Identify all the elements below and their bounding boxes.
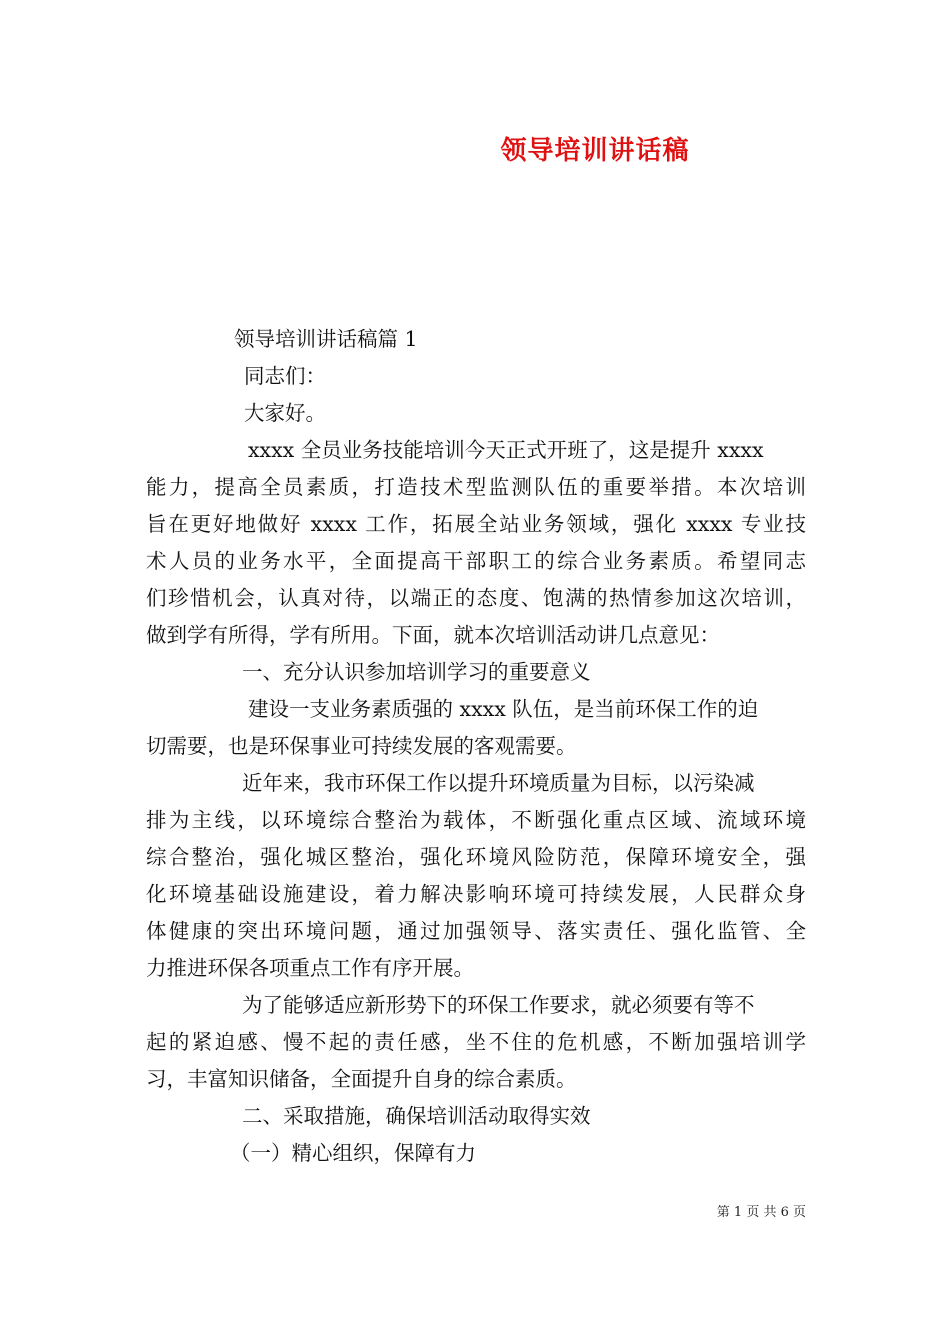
paragraph-2-line: 建设一支业务素质强的 xxxx 队伍，是当前环保工作的迫 bbox=[248, 697, 759, 721]
paragraph-1-line: 做到学有所得，学有所用。下面，就本次培训活动讲几点意见： bbox=[146, 623, 720, 647]
paragraph-1-line: 能力，提高全员素质，打造技术型监测队伍的重要举措。本次培训 bbox=[146, 475, 806, 499]
subheading-1: （一）精心组织，保障有力 bbox=[230, 1141, 476, 1165]
heading-1: 一、充分认识参加培训学习的重要意义 bbox=[242, 660, 591, 684]
paragraph-3-line: 排为主线，以环境综合整治为载体，不断强化重点区域、流域环境 bbox=[146, 808, 806, 832]
page-number-footer: 第 1 页 共 6 页 bbox=[716, 1205, 806, 1220]
paragraph-1-line: 们珍惜机会，认真对待，以端正的态度、饱满的热情参加这次培训， bbox=[146, 586, 806, 610]
paragraph-3-line: 近年来，我市环保工作以提升环境质量为目标，以污染减 bbox=[242, 771, 755, 795]
paragraph-4-line: 习，丰富知识储备，全面提升自身的综合素质。 bbox=[146, 1067, 577, 1091]
paragraph-3-line: 综合整治，强化城区整治，强化环境风险防范，保障环境安全，强 bbox=[146, 845, 806, 869]
paragraph-2-line: 切需要，也是环保事业可持续发展的客观需要。 bbox=[146, 734, 577, 758]
paragraph-1-line: 旨在更好地做好 xxxx 工作，拓展全站业务领域，强化 xxxx 专业技 bbox=[146, 512, 806, 536]
paragraph-1-line: xxxx 全员业务技能培训今天正式开班了，这是提升 xxxx bbox=[248, 438, 764, 462]
document-body bbox=[146, 321, 806, 1172]
paragraph-4-line: 为了能够适应新形势下的环保工作要求，就必须要有等不 bbox=[242, 993, 755, 1017]
paragraph-3-line: 化环境基础设施建设，着力解决影响环境可持续发展，人民群众身 bbox=[146, 882, 806, 906]
paragraph-4-line: 起的紧迫感、慢不起的责任感，坐不住的危机感，不断加强培训学 bbox=[146, 1030, 806, 1054]
section-heading: 领导培训讲话稿篇 1 bbox=[234, 327, 418, 351]
salutation: 同志们： bbox=[244, 364, 326, 388]
greeting: 大家好。 bbox=[244, 401, 326, 425]
paragraph-3-line: 力推进环保各项重点工作有序开展。 bbox=[146, 956, 474, 980]
document-title: 领导培训讲话稿 bbox=[500, 136, 690, 166]
paragraph-1-line: 术人员的业务水平，全面提高干部职工的综合业务素质。希望同志 bbox=[146, 549, 806, 573]
heading-2: 二、采取措施，确保培训活动取得实效 bbox=[242, 1104, 591, 1128]
paragraph-3-line: 体健康的突出环境问题，通过加强领导、落实责任、强化监管、全 bbox=[146, 919, 806, 943]
